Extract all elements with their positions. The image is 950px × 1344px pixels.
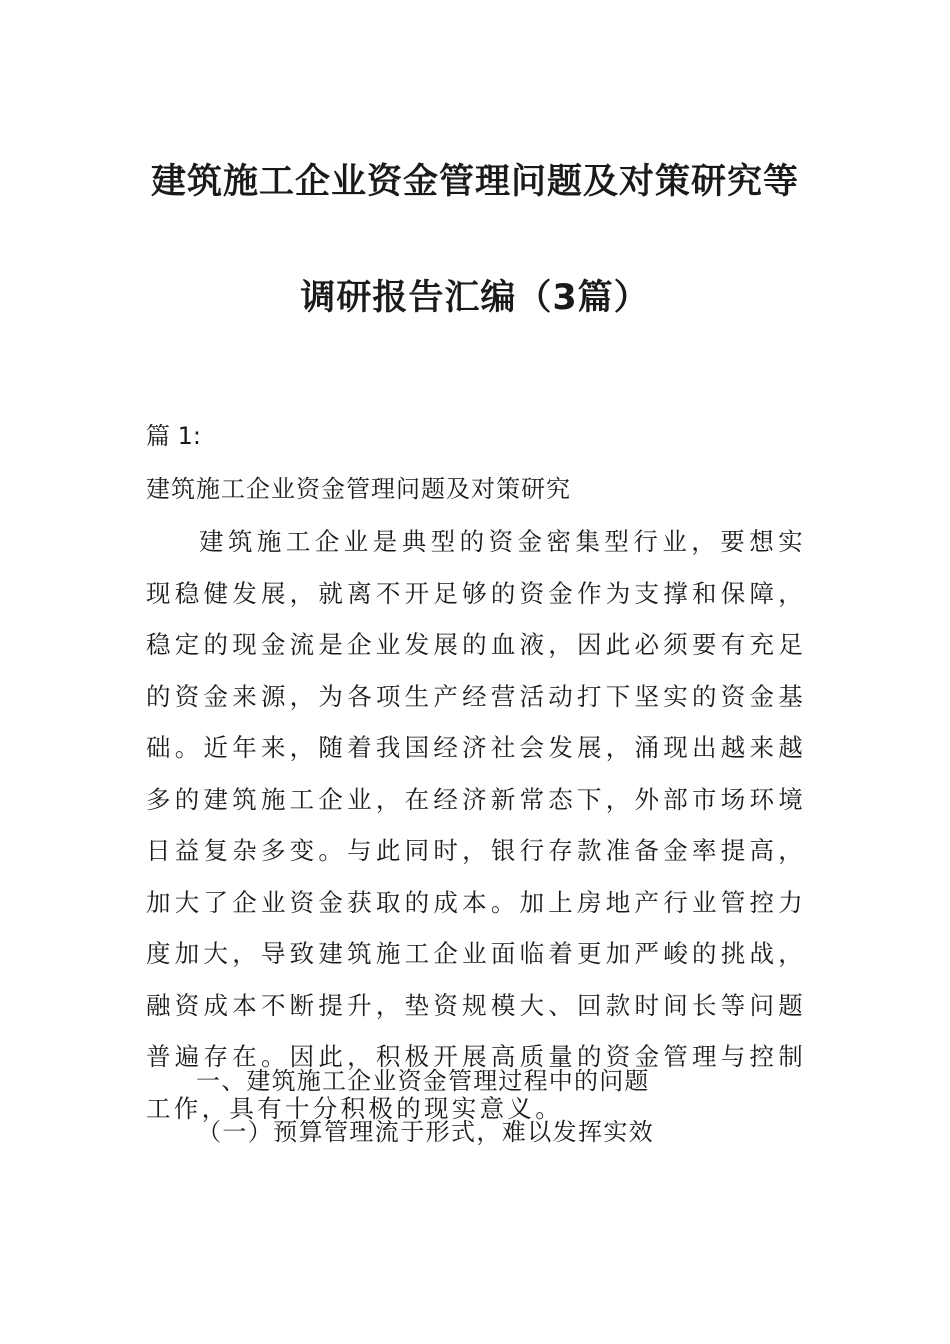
section-label: 篇 1: <box>146 422 201 450</box>
intro-paragraph: 建筑施工企业是典型的资金密集型行业，要想实现稳健发展，就离不开足够的资金作为支撑和保障，稳定的现金流是企业发展的血液，因此必须要有充足的资金来源，为各项生产经营活动打下坚实的资金基础。近年来，随着我国经济社会发展，涌现出越来越多的建筑施工企业，在经济新常态下，外部市场环境日益复杂多变。与此同时，银行存款准备金率提高，加大了企业资金获取的成本。加上房地产行业管控力度加大，导致建筑施工企业面临着更加严峻的挑战，融资成本不断提升，垫资规模大、回款时间长等问题普遍存在。因此，积极开展高质量的资金管理与控制工作，具有十分积极的现实意义。 <box>146 527 806 1123</box>
subsection-heading: （一）预算管理流于形式，难以发挥实效 <box>197 1118 655 1146</box>
section-heading: 一、建筑施工企业资金管理过程中的问题 <box>196 1067 650 1095</box>
article-title: 建筑施工企业资金管理问题及对策研究 <box>146 475 571 503</box>
document-title-line-2: 调研报告汇编（3篇） <box>300 278 650 318</box>
document-title-line-1: 建筑施工企业资金管理问题及对策研究等 <box>150 162 799 202</box>
